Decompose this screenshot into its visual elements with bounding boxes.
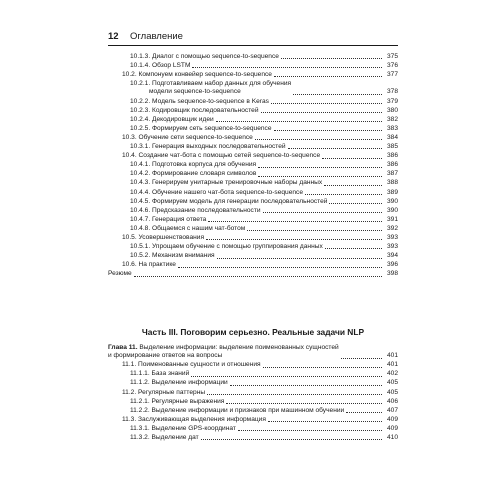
dot-leader	[274, 129, 382, 131]
toc-page-number: 390	[386, 206, 398, 214]
toc-entry	[108, 242, 398, 251]
toc-entry	[108, 97, 398, 106]
toc-entry-title: 11.2.1. Регулярные выражения	[130, 397, 225, 405]
toc-page-number: 387	[386, 170, 398, 178]
dot-leader	[208, 220, 382, 222]
dot-leader	[255, 138, 382, 140]
toc-entry	[108, 406, 398, 415]
toc-entry	[108, 133, 398, 142]
toc-page-number: 382	[386, 115, 398, 123]
dot-leader	[261, 111, 383, 113]
toc-page-number: 405	[386, 379, 398, 387]
toc-entry-title: 10.4.2. Формирование словаря символов	[130, 170, 257, 178]
toc-entry	[108, 142, 398, 151]
toc-entry-chapter	[108, 343, 398, 361]
toc-page-number: 377	[386, 70, 398, 78]
toc-page-number: 393	[386, 233, 398, 241]
toc-entry-title: 10.6. На практике	[122, 261, 176, 269]
toc-page-number: 391	[386, 215, 398, 223]
toc-entry	[108, 424, 398, 433]
toc-page-number: 379	[386, 97, 398, 105]
toc-entry-title: 10.5. Усовершенствования	[122, 233, 205, 241]
toc-entry	[108, 151, 398, 160]
dot-leader	[263, 366, 382, 368]
toc-page-number: 386	[386, 152, 398, 160]
dot-leader	[247, 229, 382, 231]
toc-block-1	[108, 52, 398, 279]
toc-entry-title: 10.3. Обучение сети sequence-to-sequence	[122, 133, 253, 141]
dot-leader	[271, 102, 382, 104]
toc-page-number: 378	[386, 88, 398, 96]
dot-leader	[346, 411, 382, 413]
toc-entry-title: 10.4.5. Формируем модель для генерации последовательностей	[130, 197, 328, 205]
toc-entry-title: 10.4.3. Генерируем унитарные тренировочные наборы данных	[130, 179, 323, 187]
toc-entry-title: 11.2.2. Выделение информации и признаков при машинном обучении	[130, 406, 345, 414]
toc-entry	[108, 161, 398, 170]
toc-entry-title: 11.3. Заслуживающая выделения информация	[122, 415, 266, 423]
toc-entry-title: 11.1. Поименованные сущности и отношения	[122, 361, 261, 369]
toc-entry	[108, 433, 398, 442]
toc-page-number: 407	[386, 406, 398, 414]
toc-page-number: 388	[386, 179, 398, 187]
toc-page-number: 384	[386, 133, 398, 141]
toc-entry	[108, 370, 398, 379]
dot-leader	[274, 75, 382, 77]
toc-page-number: 376	[386, 61, 398, 69]
toc-entry	[108, 233, 398, 242]
toc-page-number: 380	[386, 106, 398, 114]
dot-leader	[258, 175, 382, 177]
toc-entry	[108, 388, 398, 397]
toc-entry-title: 10.4.4. Обучение нашего чат-бота sequence-to-sequence	[130, 188, 304, 196]
toc-entry-title-line2: модели sequence-to-sequence	[149, 88, 241, 96]
chapter-label: Глава 11.	[108, 343, 138, 351]
toc-entry	[108, 397, 398, 406]
chapter-title-line2: и формирование ответов на вопросы	[108, 352, 223, 360]
dot-leader	[329, 202, 382, 204]
page-header	[108, 31, 398, 46]
toc-page-number: 398	[386, 270, 398, 278]
toc-page-number: 390	[386, 197, 398, 205]
toc-page-number: 406	[386, 397, 398, 405]
toc-page-number: 385	[386, 143, 398, 151]
toc-entry	[108, 251, 398, 260]
part-title: Часть III. Поговорим серьезно. Реальные задачи NLP	[141, 327, 365, 337]
toc-entry-title: 11.1.2. Выделение информации	[130, 379, 228, 387]
dot-leader	[134, 275, 382, 277]
dot-leader	[341, 357, 382, 359]
toc-entry-title: 10.3.1. Генерация выходных последовательностей	[130, 143, 286, 151]
toc-page-number: 401	[386, 361, 398, 369]
dot-leader	[325, 247, 382, 249]
dot-leader	[206, 238, 382, 240]
toc-entry	[108, 361, 398, 370]
toc-entry-title: 10.2.5. Формируем сеть sequence-to-sequence	[130, 124, 272, 132]
toc-entry	[108, 179, 398, 188]
toc-entry-title: 11.2. Регулярные паттерны	[122, 388, 206, 396]
dot-leader	[178, 266, 382, 268]
toc-entry	[108, 61, 398, 70]
dot-leader	[322, 157, 382, 159]
toc-entry	[108, 115, 398, 124]
dot-leader	[192, 66, 382, 68]
toc-entry	[108, 215, 398, 224]
toc-page-number: 410	[386, 434, 398, 442]
running-title: Оглавление	[130, 31, 183, 42]
toc-block-2	[108, 343, 398, 442]
toc-entry	[108, 379, 398, 388]
toc-entry-title: 10.4.8. Общаемся с нашим чат-ботом	[130, 224, 246, 232]
dot-leader	[324, 184, 382, 186]
toc-page-number: 393	[386, 243, 398, 251]
dot-leader	[207, 393, 382, 395]
toc-entry	[108, 206, 398, 215]
dot-leader	[305, 193, 382, 195]
toc-entry-title: 10.1.4. Обзор LSTM	[130, 61, 191, 69]
dot-leader	[258, 166, 382, 168]
toc-page-number: 409	[386, 424, 398, 432]
toc-entry-title: 10.5.2. Механизм внимания	[130, 252, 215, 260]
toc-entry	[108, 79, 398, 97]
toc-entry	[108, 106, 398, 115]
toc-entry-title: 10.2. Компонуем конвейер sequence-to-sequence	[122, 70, 272, 78]
toc-entry-title: 10.1.3. Диалог с помощью sequence-to-sequence	[130, 52, 279, 60]
toc-entry-title: 10.2.3. Кодировщик последовательностей	[130, 106, 259, 114]
dot-leader	[201, 438, 382, 440]
toc-entry	[108, 224, 398, 233]
toc-page-number: 396	[386, 261, 398, 269]
toc-entry-title: 11.3.2. Выделение дат	[130, 434, 199, 442]
toc-page-number: 386	[386, 161, 398, 169]
toc-page-number: 402	[386, 370, 398, 378]
toc-entry	[108, 52, 398, 61]
toc-page-number: 394	[386, 252, 398, 260]
toc-page-number: 389	[386, 188, 398, 196]
dot-leader	[268, 420, 382, 422]
toc-entry-title: 10.4. Создание чат-бота с помощью сетей sequence-to-sequence	[122, 152, 321, 160]
dot-leader	[238, 429, 382, 431]
toc-entry-title: 10.2.4. Декодировщик идеи	[130, 115, 214, 123]
dot-leader	[217, 257, 382, 259]
dot-leader	[226, 402, 382, 404]
toc-entry-title	[130, 80, 291, 97]
toc-page-number: 392	[386, 224, 398, 232]
dot-leader	[288, 147, 382, 149]
dot-leader	[216, 120, 382, 122]
toc-entry	[108, 261, 398, 270]
toc-entry	[108, 197, 398, 206]
toc-entry-title: 11.1.1. База знаний	[130, 370, 190, 378]
toc-entry-title: 10.4.7. Генерация ответа	[130, 215, 207, 223]
toc-entry	[108, 70, 398, 79]
toc-entry	[108, 170, 398, 179]
toc-entry-title: 10.4.6. Предсказание последовательности	[130, 206, 261, 214]
dot-leader	[263, 211, 382, 213]
toc-entry-title: 10.5.1. Упрощаем обучение с помощью группирования данных	[130, 243, 323, 251]
dot-leader	[293, 93, 382, 95]
toc-page-number: 405	[386, 388, 398, 396]
dot-leader	[230, 384, 382, 386]
toc-entry	[108, 270, 398, 279]
toc-page-number: 409	[386, 415, 398, 423]
toc-entry-title	[108, 344, 339, 361]
toc-entry-title-line1: 10.2.1. Подготавливаем набор данных для обучения	[130, 80, 292, 88]
toc-page-number: 383	[386, 124, 398, 132]
toc-entry-title: 11.3.1. Выделение GPS-координат	[130, 424, 236, 432]
chapter-title-line1: Выделение информации: выделение поименованных сущностей	[139, 343, 339, 351]
toc-page-number: 401	[386, 352, 398, 360]
toc-entry-title: 10.4.1. Подготовка корпуса для обучения	[130, 161, 257, 169]
toc-entry-title: 10.2.2. Модель sequence-to-sequence в Keras	[130, 97, 269, 105]
dot-leader	[191, 375, 382, 377]
page-number: 12	[108, 31, 119, 42]
toc-entry	[108, 124, 398, 133]
toc-page-number: 375	[386, 52, 398, 60]
dot-leader	[281, 57, 382, 59]
toc-entry	[108, 188, 398, 197]
toc-entry-title: Резюме	[108, 270, 132, 278]
toc-entry	[108, 415, 398, 424]
